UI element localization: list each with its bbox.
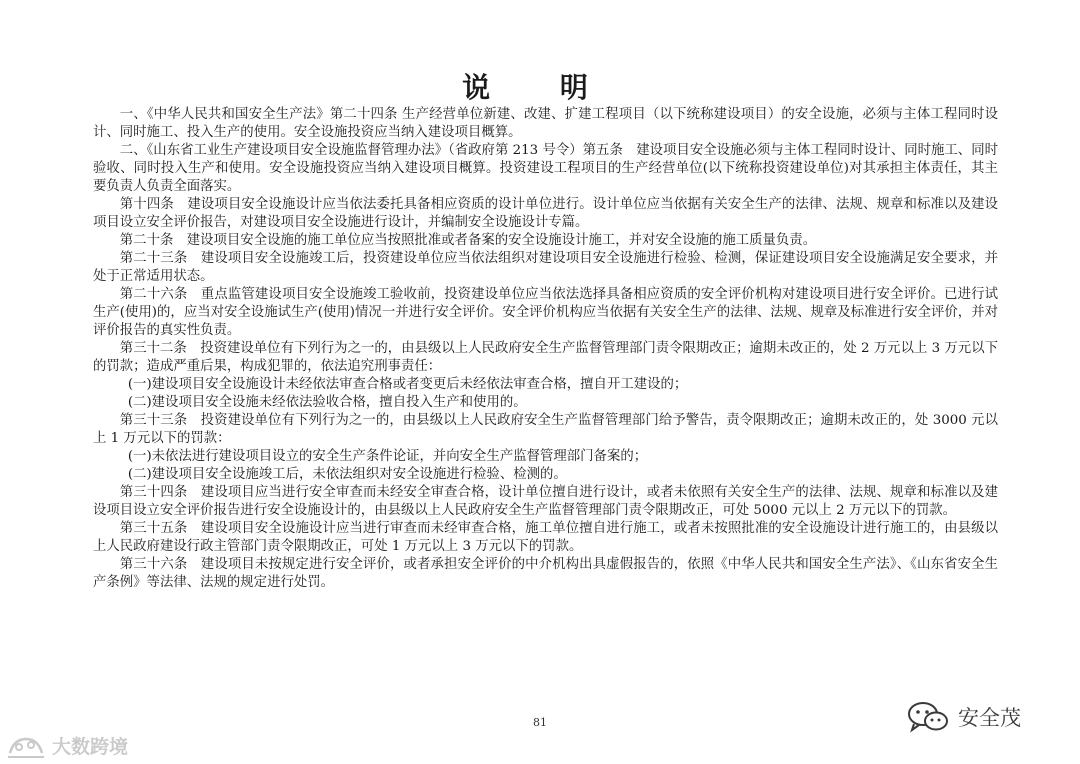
document-body: [93, 106, 998, 592]
paragraph-5: 第二十三条 建设项目安全设施竣工后，投资建设单位应当依法组织对建设项目安全设施进行检验、检测，保证建设项目安全设施满足安全要求，并处于正常适用状态。: [93, 251, 998, 284]
paragraph-14: 第三十五条 建设项目安全设施设计应当进行审查而未经审查合格，施工单位擅自进行施工，或者未按照批准的安全设施设计进行施工的，由县级以上人民政府建设行政主管部门责令限期改正，可处 1 万元以上 3 万元以下的罚款。: [93, 521, 998, 554]
sun-logo-icon: [6, 733, 46, 759]
paragraph-4: 第二十条 建设项目安全设施的施工单位应当按照批准或者备案的安全设施设计施工，并对安全设施的施工质量负责。: [119, 233, 817, 248]
page-number: 81: [533, 716, 547, 729]
paragraph-11: (一)未依法进行建设项目设立的安全生产条件论证，并向安全生产监督管理部门备案的；: [127, 449, 648, 464]
paragraph-10: 第三十三条 投资建设单位有下列行为之一的，由县级以上人民政府安全生产监督管理部门给予警告，责令限期改正；逾期未改正的，处 3000 元以上 1 万元以下的罚款：: [93, 413, 998, 446]
paragraph-6: 第二十六条 重点监管建设项目安全设施竣工验收前，投资建设单位应当依法选择具备相应资质的安全评价机构对建设项目进行安全评价。已进行试生产(使用)的，应当对安全设施试生产(使用)情况一并进行安全评价。安全评价机构应当依据有关安全生产的法律、法规、规章及标准进行安全评价，并对评价报告的真实性负责。: [93, 287, 998, 338]
watermark-left-text: 大数跨境: [52, 736, 129, 758]
paragraph-3: 第十四条 建设项目安全设施设计应当依法委托具备相应资质的设计单位进行。设计单位应当依据有关安全生产的法律、法规、规章和标准以及建设项目设立安全评价报告，对建设项目安全设施进行设计，并编制安全设施设计专篇。: [93, 197, 998, 230]
paragraph-2: 二、《山东省工业生产建设项目安全设施监督管理办法》（省政府第 213 号令）第五条 建设项目安全设施必须与主体工程同时设计、同时施工、同时验收、同时投入生产和使用。安全设施投资应当纳入建设项目概算。投资建设工程项目的生产经营单位(以下统称投资建设单位)对其承担主体责任，其主要负责人负责全面落实。: [93, 143, 998, 194]
wechat-icon: [906, 700, 950, 734]
paragraph-13: 第三十四条 建设项目应当进行安全审查而未经安全审查合格，设计单位擅自进行设计，或者未依照有关安全生产的法律、法规、规章和标准以及建设项目设立安全评价报告进行安全设施设计的，由县级以上人民政府安全生产监督管理部门责令限期改正，可处 5000 元以上 2 万元以下的罚款。: [93, 485, 998, 518]
paragraph-12: (二)建设项目安全设施竣工后，未依法组织对安全设施进行检验、检测的。: [127, 467, 567, 482]
watermark-right: [906, 700, 1021, 734]
paragraph-1: 一、《中华人民共和国安全生产法》第二十四条 生产经营单位新建、改建、扩建工程项目（以下统称建设项目）的安全设施，必须与主体工程同时设计、同时施工、投入生产的使用。安全设施投资应当纳入建设项目概算。: [93, 107, 998, 140]
paragraph-8: (一)建设项目安全设施设计未经依法审查合格或者变更后未经依法审查合格，擅自开工建设的；: [127, 377, 688, 392]
paragraph-9: (二)建设项目安全设施未经依法验收合格，擅自投入生产和使用的。: [127, 395, 527, 410]
watermark-left: [6, 732, 128, 759]
paragraph-15: 第三十六条 建设项目未按规定进行安全评价，或者承担安全评价的中介机构出具虚假报告的，依照《中华人民共和国安全生产法》、《山东省安全生产条例》等法律、法规的规定进行处罚。: [93, 557, 998, 590]
paragraph-7: 第三十二条 投资建设单位有下列行为之一的，由县级以上人民政府安全生产监督管理部门责令限期改正；逾期未改正的，处 2 万元以上 3 万元以下的罚款；造成严重后果，构成犯罪的，依法追究刑事责任：: [93, 341, 998, 374]
watermark-right-text: 安全茂: [958, 706, 1021, 730]
page-title: 说 明: [462, 71, 618, 104]
